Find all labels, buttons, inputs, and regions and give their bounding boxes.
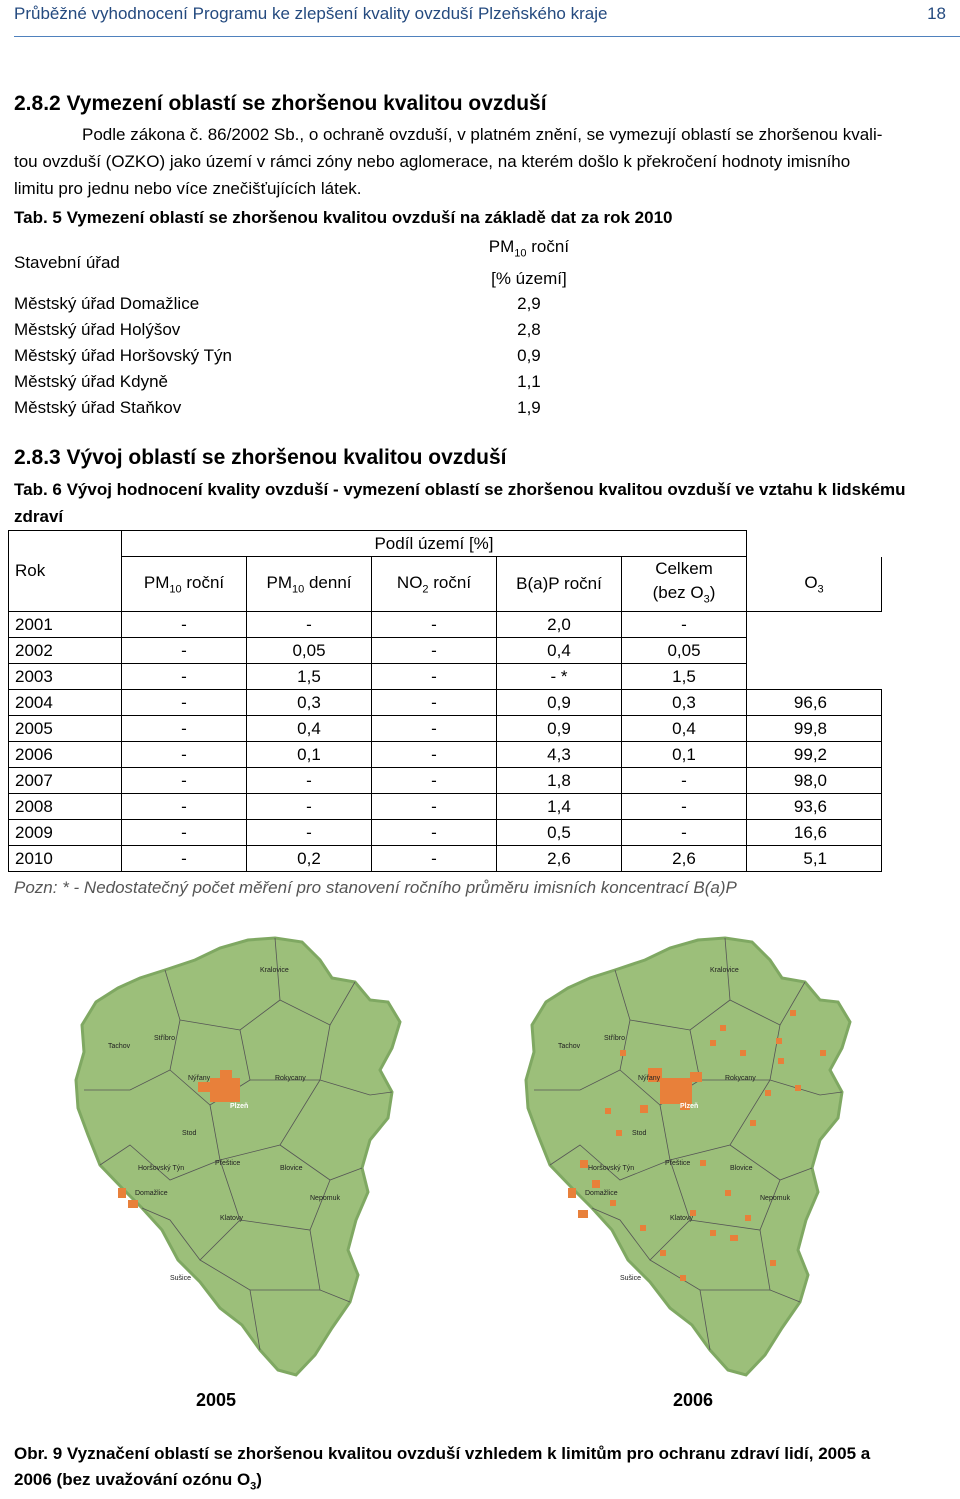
polluted-area [640, 1105, 648, 1113]
tab5-value: 1,9 [517, 398, 541, 418]
polluted-area [745, 1215, 751, 1221]
tab6-header-row-2 [9, 557, 882, 612]
tab6-year: 2006 [9, 742, 122, 768]
tab6-empty-corner [747, 531, 882, 557]
town-label: Sušice [170, 1275, 192, 1282]
hdr-sub: 10 [169, 583, 182, 596]
tab6-bap: 2,0 [497, 612, 622, 638]
tab6-year: 2003 [9, 664, 122, 690]
region-land [526, 938, 850, 1375]
tab6-celkem: - [622, 612, 747, 638]
tab5-value: 0,9 [517, 346, 541, 366]
hdr-sub: 3 [817, 583, 824, 596]
tab6-pm10-denni: 0,1 [247, 742, 372, 768]
tab6-celkem: 1,5 [622, 664, 747, 690]
hdr-text: (bez O [652, 583, 704, 602]
region-land [76, 938, 400, 1375]
polluted-area [660, 1250, 666, 1256]
map-2005-svg [70, 930, 490, 1380]
polluted-area [740, 1050, 746, 1056]
tab6-caption [14, 476, 954, 530]
tab5-office: Městský úřad Kdyně [14, 372, 169, 392]
polluted-area [710, 1040, 716, 1046]
table-row [9, 820, 882, 846]
polluted-area [795, 1085, 801, 1091]
table-row [9, 794, 882, 820]
town-label: Stod [632, 1130, 647, 1137]
hdr-text: roční [428, 573, 472, 592]
tab6-pm10-rocni: - [122, 690, 247, 716]
tab6-no2: - [372, 768, 497, 794]
paragraph-line: limitu pro jednu nebo více znečišťujících látek. [14, 179, 362, 198]
map-label-2005: 2005 [196, 1390, 237, 1410]
polluted-area [730, 1235, 738, 1241]
town-label: Plzeň [230, 1103, 249, 1110]
paragraph-line: tou ovzduší (OZKO) jako území v rámci zóny nebo aglomerace, na kterém došlo k překročení hodnoty imisního [14, 152, 851, 171]
table-row [8, 395, 616, 421]
town-label: Klatovy [670, 1215, 693, 1222]
tab6-pm10-rocni: - [122, 612, 247, 638]
tab6-o3: 16,6 [747, 820, 882, 846]
town-label: Stříbro [154, 1035, 176, 1042]
hdr-sub: 10 [291, 583, 305, 596]
tab6-col-o3 [747, 557, 882, 612]
polluted-area [640, 1225, 646, 1231]
hdr-text: PM [266, 573, 292, 592]
tab6-no2: - [372, 742, 497, 768]
tab6-pm10-denni: - [247, 794, 372, 820]
polluted-area [605, 1108, 611, 1114]
hdr-text: ) [709, 583, 716, 602]
polluted-area [620, 1050, 626, 1056]
tab6-no2: - [372, 664, 497, 690]
section-heading-282: 2.8.2 Vymezení oblastí se zhoršenou kvalitou ovzduší [14, 92, 547, 115]
paragraph-line: Podle zákona č. 86/2002 Sb., o ochraně ovzduší, v platném znění, se vymezují oblastí se zhoršenou kvali- [82, 125, 883, 144]
tab6-celkem: 2,6 [622, 846, 747, 872]
tab6-o3: 5,1 [747, 846, 882, 872]
town-label: Nepomuk [310, 1195, 340, 1202]
town-label: Plzeň [680, 1103, 699, 1110]
table-row [9, 768, 882, 794]
hdr-text: PM [143, 573, 170, 592]
polluted-area [220, 1070, 232, 1082]
hdr-text: Celkem [655, 559, 713, 578]
tab6-pm10-rocni: - [122, 664, 247, 690]
town-label: Nýřany [638, 1075, 661, 1082]
table-row [8, 291, 616, 317]
polluted-area [568, 1188, 576, 1198]
tab6-year: 2007 [9, 768, 122, 794]
tab6-celkem: - [622, 768, 747, 794]
tab6-celkem: 0,05 [622, 638, 747, 664]
tab6-year: 2001 [9, 612, 122, 638]
tab6-pm10-rocni: - [122, 820, 247, 846]
polluted-area [578, 1210, 588, 1218]
table-row [9, 690, 882, 716]
tab6-caption-line: zdraví [14, 507, 64, 526]
town-label: Kralovice [710, 967, 739, 974]
town-label: Stod [182, 1130, 197, 1137]
tab6-pm10-denni: - [247, 820, 372, 846]
tab5-table [8, 234, 616, 421]
tab5-col-pm10-sub: 10 [514, 247, 527, 260]
town-label: Horšovský Týn [588, 1165, 635, 1172]
tab5-office: Městský úřad Horšovský Týn [14, 346, 232, 366]
tab6-no2: - [372, 846, 497, 872]
polluted-area [750, 1120, 756, 1126]
polluted-area [710, 1230, 716, 1236]
tab6-o3 [747, 664, 882, 690]
hdr-text: O [804, 572, 818, 592]
tab6-o3: 98,0 [747, 768, 882, 794]
polluted-area [128, 1200, 138, 1208]
tab6-pm10-denni: 0,05 [247, 638, 372, 664]
tab6-o3 [747, 638, 882, 664]
section-heading-283: 2.8.3 Vývoj oblastí se zhoršenou kvalitou ovzduší [14, 446, 507, 469]
tab6-o3: 99,2 [747, 742, 882, 768]
tab6-no2: - [372, 794, 497, 820]
polluted-area [776, 1038, 782, 1044]
tab6-celkem: 0,4 [622, 716, 747, 742]
hdr-text: denní [304, 573, 352, 592]
polluted-area [765, 1090, 771, 1096]
table-row [9, 638, 882, 664]
figcap-text: ) [256, 1470, 262, 1489]
tab6-col-group: Podíl území [%] [122, 531, 747, 557]
tab6-year: 2010 [9, 846, 122, 872]
tab6-no2: - [372, 638, 497, 664]
tab6-table [8, 530, 882, 872]
table-row [8, 343, 616, 369]
figcap-sub: 3 [250, 1480, 257, 1493]
tab5-caption: Tab. 5 Vymezení oblastí se zhoršenou kvalitou ovzduší na základě dat za rok 2010 [14, 208, 673, 227]
tab6-pm10-rocni: - [122, 846, 247, 872]
town-label: Rokycany [275, 1075, 306, 1082]
tab6-no2: - [372, 612, 497, 638]
polluted-area [616, 1130, 622, 1136]
tab6-celkem: - [622, 820, 747, 846]
town-label: Klatovy [220, 1215, 243, 1222]
polluted-area [118, 1188, 126, 1198]
town-label: Blovice [280, 1165, 303, 1172]
town-label: Přeštice [215, 1160, 241, 1167]
table-row [9, 716, 882, 742]
tab6-bap: 0,9 [497, 690, 622, 716]
tab6-pm10-rocni: - [122, 638, 247, 664]
tab6-pm10-rocni: - [122, 794, 247, 820]
polluted-area [198, 1082, 210, 1092]
tab5-value: 2,9 [517, 294, 541, 314]
polluted-area [660, 1078, 692, 1104]
table-row [9, 742, 882, 768]
tab6-pm10-denni: 0,2 [247, 846, 372, 872]
tab6-bap: 4,3 [497, 742, 622, 768]
tab6-pm10-rocni: - [122, 716, 247, 742]
town-label: Nýřany [188, 1075, 211, 1082]
tab5-col-pm10-text2: roční [526, 237, 570, 256]
figure-caption-line: Obr. 9 Vyznačení oblastí se zhoršenou kvalitou ovzduší vzhledem k limitům pro ochranu zdraví lidí, 2005 a [14, 1444, 871, 1463]
tab6-header-row-1 [9, 531, 882, 557]
tab6-year: 2009 [9, 820, 122, 846]
tab6-pm10-denni: - [247, 768, 372, 794]
polluted-area [790, 1010, 796, 1016]
table-row [9, 846, 882, 872]
tab6-no2: - [372, 690, 497, 716]
page-number: 18 [927, 4, 946, 23]
tab6-pm10-rocni: - [122, 768, 247, 794]
town-label: Stříbro [604, 1035, 626, 1042]
tab6-bap: 1,8 [497, 768, 622, 794]
tab5-header-row [8, 234, 616, 291]
tab5-office: Městský úřad Domažlice [14, 294, 200, 314]
tab6-pm10-denni: 1,5 [247, 664, 372, 690]
town-label: Tachov [558, 1043, 581, 1050]
table-row [9, 664, 882, 690]
hdr-sub: 3 [703, 593, 710, 606]
figure-caption [14, 1441, 944, 1499]
map-2006 [520, 930, 940, 1380]
tab5-col-pm10 [442, 234, 616, 291]
table-row [9, 612, 882, 638]
hdr-text: NO [396, 573, 423, 592]
town-label: Blovice [730, 1165, 753, 1172]
tab6-year: 2004 [9, 690, 122, 716]
tab6-o3: 99,8 [747, 716, 882, 742]
polluted-area [820, 1050, 826, 1056]
map-2005 [70, 930, 490, 1380]
polluted-area [680, 1275, 686, 1281]
tab6-year: 2005 [9, 716, 122, 742]
tab6-bap: 0,9 [497, 716, 622, 742]
map-2006-svg [520, 930, 940, 1380]
tab6-bap: - * [497, 664, 622, 690]
tab6-no2: - [372, 820, 497, 846]
tab6-o3: 96,6 [747, 690, 882, 716]
polluted-area [690, 1072, 702, 1082]
town-label: Nepomuk [760, 1195, 790, 1202]
polluted-area [700, 1160, 706, 1166]
section-282-paragraph [14, 121, 952, 202]
tab5-office: Městský úřad Staňkov [14, 398, 182, 418]
tab5-body [8, 291, 616, 421]
tab6-col-no2 [372, 557, 497, 612]
hdr-text: roční [181, 573, 225, 592]
hdr-sub: 2 [422, 583, 429, 596]
tab6-year: 2008 [9, 794, 122, 820]
tab6-pm10-denni: - [247, 612, 372, 638]
tab6-o3: 93,6 [747, 794, 882, 820]
page-header [14, 0, 960, 37]
tab5-col-pm10-unit: [% území] [491, 269, 567, 289]
tab6-bap: 2,6 [497, 846, 622, 872]
town-label: Tachov [108, 1043, 131, 1050]
polluted-area [580, 1160, 588, 1168]
tab5-office: Městský úřad Holýšov [14, 320, 181, 340]
polluted-area [592, 1180, 600, 1188]
tab6-col-pm10-denni [247, 557, 372, 612]
polluted-area [770, 1260, 776, 1266]
tab6-pm10-rocni: - [122, 742, 247, 768]
polluted-area [725, 1190, 731, 1196]
tab6-col-pm10-rocni [122, 557, 247, 612]
map-label-2006: 2006 [673, 1390, 714, 1410]
town-label: Domažlice [585, 1190, 618, 1197]
tab6-body [9, 612, 882, 872]
polluted-area [720, 1025, 726, 1031]
tab6-celkem: 0,1 [622, 742, 747, 768]
town-label: Kralovice [260, 967, 289, 974]
town-label: Horšovský Týn [138, 1165, 185, 1172]
tab6-no2: - [372, 716, 497, 742]
tab6-bap: 0,4 [497, 638, 622, 664]
tab5-value: 1,1 [517, 372, 541, 392]
tab6-bap: 0,5 [497, 820, 622, 846]
tab5-col-stavebni-urad: Stavební úřad [14, 252, 120, 272]
town-label: Domažlice [135, 1190, 168, 1197]
tab6-celkem: - [622, 794, 747, 820]
header-title: Průběžné vyhodnocení Programu ke zlepšení kvality ovzduší Plzeňského kraje [14, 4, 608, 23]
tab6-bap: 1,4 [497, 794, 622, 820]
tab6-celkem: 0,3 [622, 690, 747, 716]
tab6-o3 [747, 612, 882, 638]
tab6-col-bap: B(a)P roční [497, 557, 622, 612]
tab6-pm10-denni: 0,4 [247, 716, 372, 742]
tab5-value: 2,8 [517, 320, 541, 340]
polluted-area [610, 1200, 616, 1206]
tab5-col-pm10-text: PM [488, 237, 515, 256]
tab6-pm10-denni: 0,3 [247, 690, 372, 716]
tab6-col-rok: Rok [9, 531, 122, 612]
tab6-year: 2002 [9, 638, 122, 664]
town-label: Rokycany [725, 1075, 756, 1082]
town-label: Přeštice [665, 1160, 691, 1167]
table-row [8, 369, 616, 395]
town-label: Sušice [620, 1275, 642, 1282]
figure-caption-line [14, 1467, 944, 1499]
table-row [8, 317, 616, 343]
tab6-note: Pozn: * - Nedostatečný počet měření pro stanovení ročního průměru imisních koncentrací B(a)P [14, 878, 737, 897]
figcap-text: 2006 (bez uvažování ozónu O [14, 1470, 251, 1489]
tab6-caption-line: Tab. 6 Vývoj hodnocení kvality ovzduší - vymezení oblastí se zhoršenou kvalitou ovzduší ve vztahu k lidskému [14, 480, 906, 499]
tab6-col-celkem [622, 557, 747, 612]
polluted-area [778, 1058, 784, 1064]
